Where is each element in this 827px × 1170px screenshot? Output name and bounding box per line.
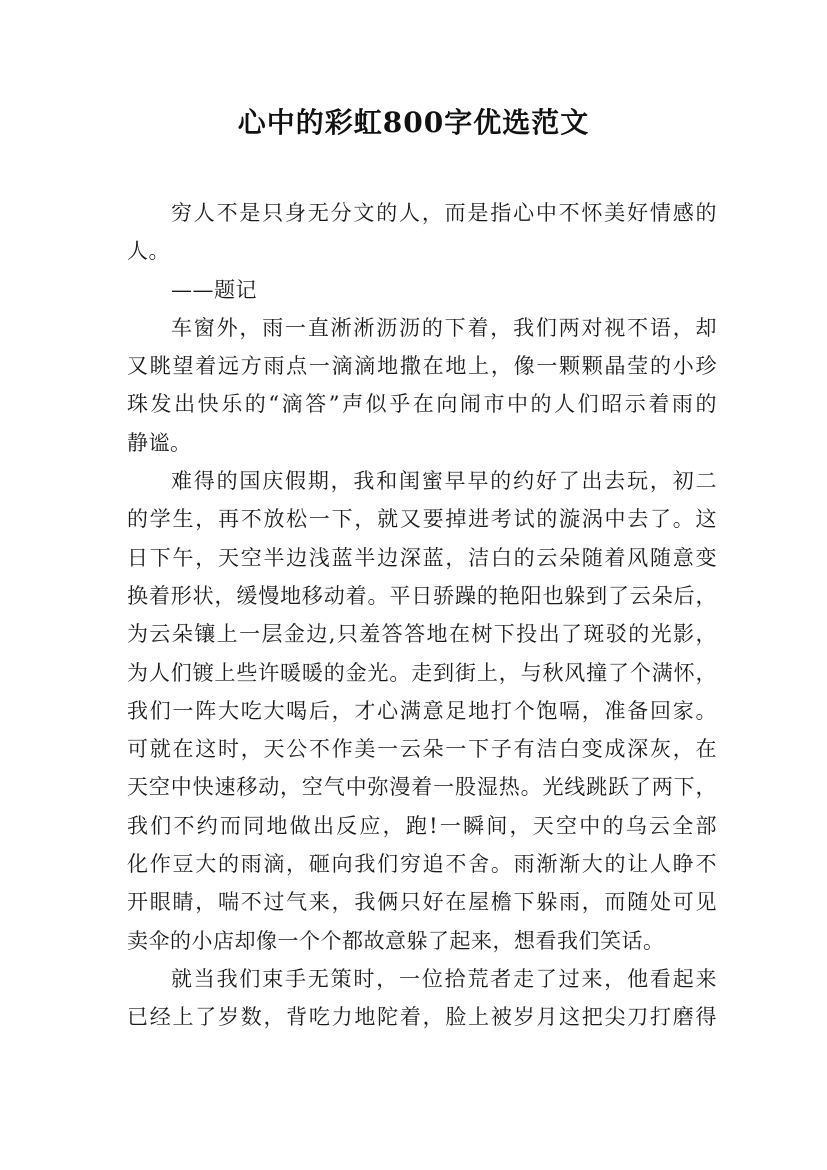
body-text-line: 静谧。 [127,430,192,455]
body-text-line: 为人们镀上些许暖暖的金光。走到街上，与秋风撞了个满怀， [127,660,717,685]
body-text-line: 就当我们束手无策时，一位拾荒者走了过来，他看起来 [171,966,717,991]
document-body [127,194,717,1037]
body-text-line: 的学生，再不放松一下，就又要掉进考试的漩涡中去了。这 [127,507,717,532]
body-text-line: 可就在这时，天公不作美一云朵一下子有洁白变成深灰，在 [127,737,717,762]
body-text-line: 我们一阵大吃大喝后，才心满意足地打个饱嗝，准备回家。 [127,698,717,723]
body-text-line: 已经上了岁数，背吃力地陀着，脸上被岁月这把尖刀打磨得 [127,1005,717,1030]
body-text-line: 卖伞的小店却像一个个都故意躲了起来，想看我们笑话。 [127,928,665,953]
body-text-line: ——题记 [171,277,257,302]
body-text-line: 又眺望着远方雨点一滴滴地撒在地上，像一颗颗晶莹的小珍 [127,354,717,379]
body-text-line: 难得的国庆假期，我和闺蜜早早的约好了出去玩，初二 [171,469,717,494]
body-text-line: 开眼睛，喘不过气来，我俩只好在屋檐下躲雨，而随处可见 [127,890,717,915]
body-text-line: 天空中快速移动，空气中弥漫着一股湿热。光线跳跃了两下， [127,775,717,800]
body-text-line: 珠发出快乐的“滴答”声似乎在向闹市中的人们昭示着雨的 [127,392,717,417]
body-text-line: 化作豆大的雨滴，砸向我们穷追不舍。雨渐渐大的让人睁不 [127,852,717,877]
body-text-line: 穷人不是只身无分文的人，而是指心中不怀美好情感的 [171,201,717,225]
body-text-line: 车窗外，雨一直淅淅沥沥的下着，我们两对视不语，却 [171,315,717,340]
body-text-line: 为云朵镶上一层金边,只羞答答地在树下投出了斑驳的光影， [127,622,717,647]
document-title: 心中的彩虹800字优选范文 [237,106,590,139]
body-text-line: 我们不约而同地做出反应，跑!一瞬间，天空中的乌云全部 [127,813,717,838]
body-text-line: 人。 [127,239,170,264]
body-text-line: 换着形状，缓慢地移动着。平日骄躁的艳阳也躲到了云朵后， [127,583,717,608]
body-text-line: 日下午，天空半边浅蓝半边深蓝，洁白的云朵随着风随意变 [127,545,717,570]
